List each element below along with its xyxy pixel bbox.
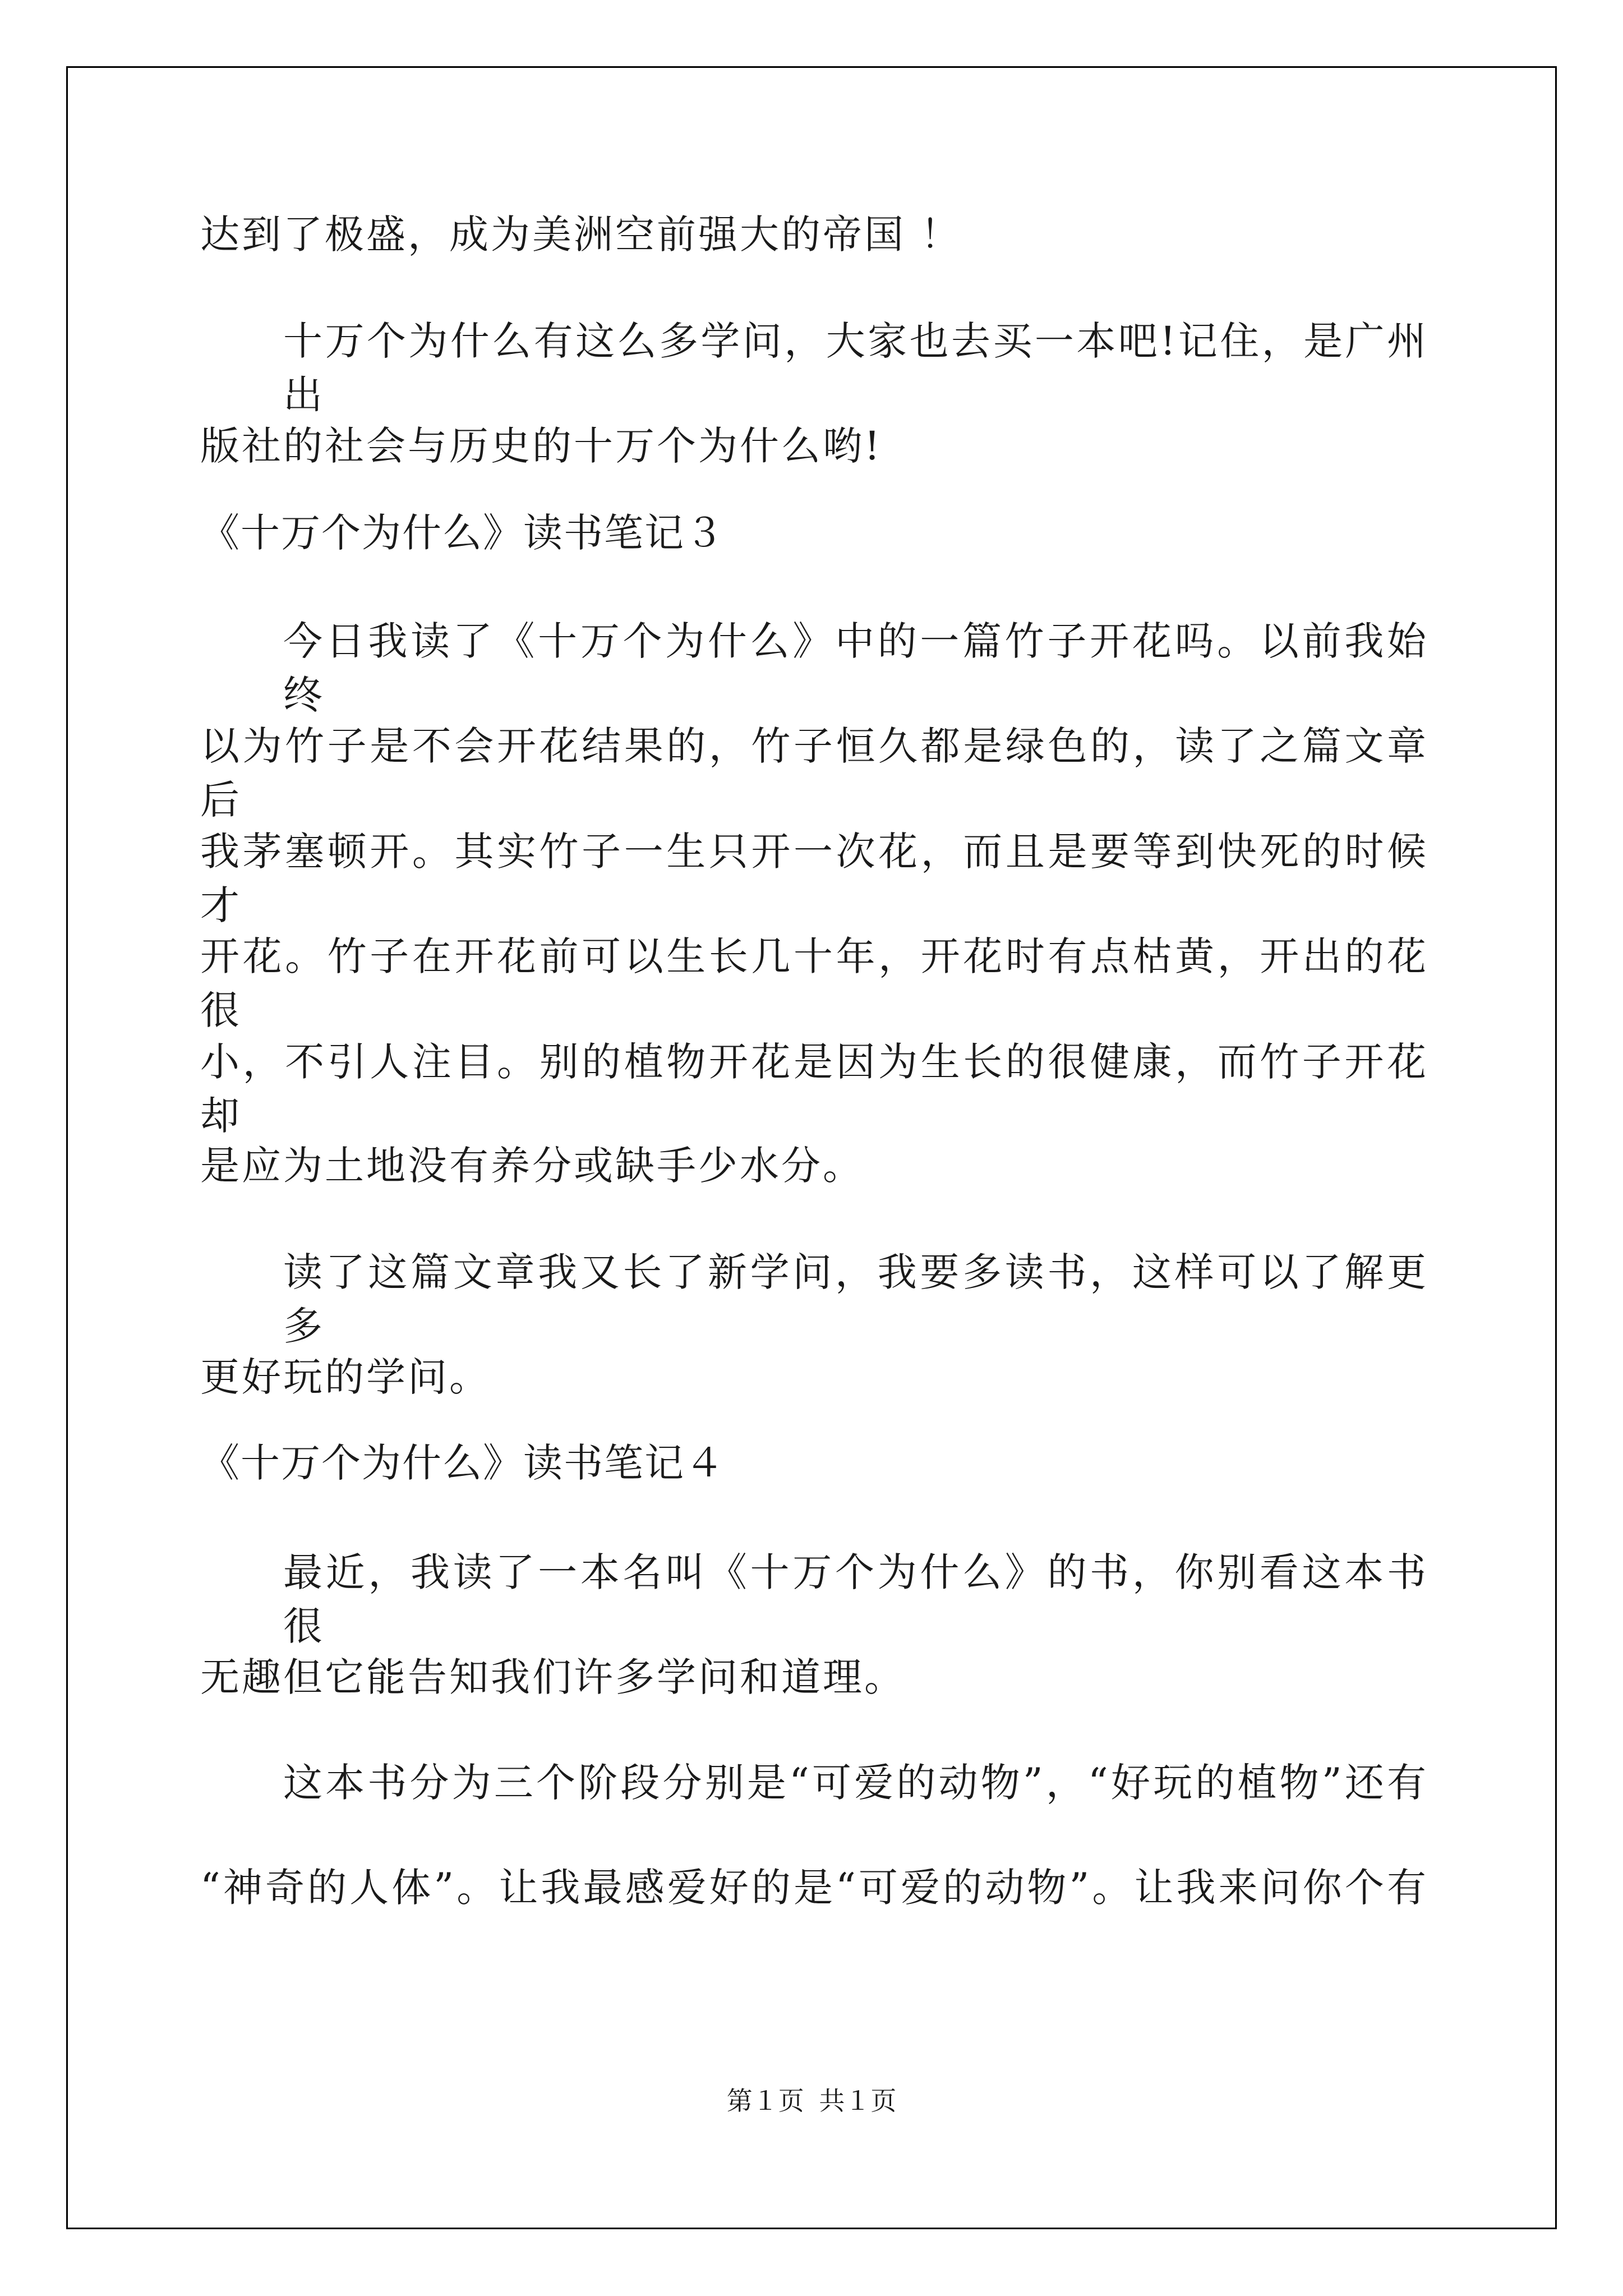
text-line: 读了这篇文章我又长了新学问，我要多读书，这样可以了解更多 bbox=[283, 1249, 1428, 1349]
text-line: 无趣但它能告知我们许多学问和道理。 bbox=[200, 1654, 906, 1700]
page-total: 共１页 bbox=[819, 2086, 897, 2116]
text-line: 开花。竹子在开花前可以生长几十年，开花时有点枯黄，开出的花很 bbox=[200, 933, 1428, 1033]
text-line: 是应为土地没有养分或缺手少水分。 bbox=[200, 1143, 864, 1189]
text-line: 这本书分为三个阶段分别是“可爱的动物”，“好玩的植物”还有 bbox=[283, 1760, 1428, 1806]
text-line: 更好玩的学问。 bbox=[200, 1354, 491, 1400]
page-number: 第１页 bbox=[726, 2086, 804, 2116]
page-footer bbox=[0, 2084, 1623, 2118]
text-line: 小，不引人注目。别的植物开花是因为生长的很健康，而竹子开花却 bbox=[200, 1039, 1428, 1139]
text-line: 以为竹子是不会开花结果的，竹子恒久都是绿色的，读了之篇文章后 bbox=[200, 723, 1428, 823]
text-line: 我茅塞顿开。其实竹子一生只开一次花，而且是要等到快死的时候才 bbox=[200, 829, 1428, 928]
text-line: 达到了极盛，成为美洲空前强大的帝国 ！ bbox=[200, 211, 962, 257]
section-heading: 《十万个为什么》读书笔记４ bbox=[200, 1440, 725, 1486]
text-line: 十万个为什么有这么多学问，大家也去买一本吧!记住，是广州出 bbox=[283, 318, 1428, 418]
text-line: 版社的社会与历史的十万个为什么哟! bbox=[200, 423, 883, 469]
text-line: 今日我读了《十万个为什么》中的一篇竹子开花吗。以前我始终 bbox=[283, 618, 1428, 718]
text-line: “神奇的人体”。让我最感爱好的是“可爱的动物”。让我来问你个有 bbox=[200, 1865, 1428, 1911]
section-heading: 《十万个为什么》读书笔记３ bbox=[200, 510, 725, 556]
text-line: 最近，我读了一本名叫《十万个为什么》的书，你别看这本书很 bbox=[283, 1549, 1428, 1649]
